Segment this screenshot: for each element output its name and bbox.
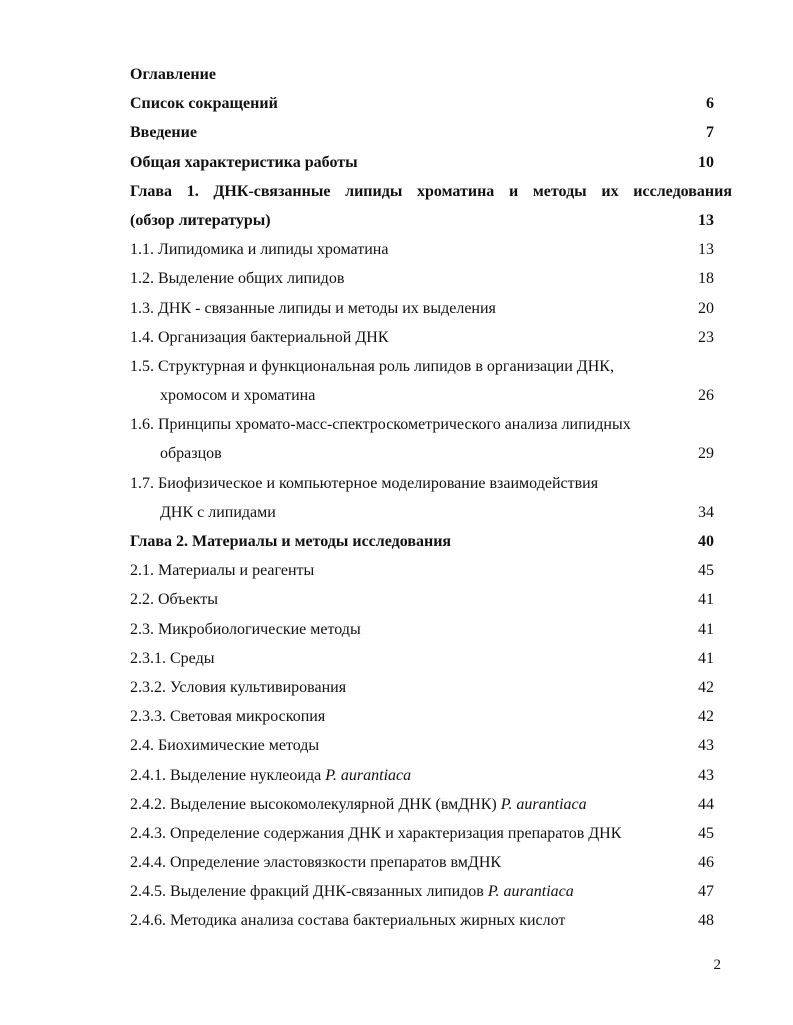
toc-entry-page: 10 (698, 153, 714, 171)
toc-entry (130, 585, 730, 614)
toc-entry-page: 7 (706, 124, 714, 142)
toc-entry-page: 20 (698, 299, 714, 317)
toc-entry-page: 23 (698, 328, 714, 346)
toc-entry (130, 761, 730, 790)
toc-entry-title: 1.3. ДНК - связанные липиды и методы их выделения (130, 299, 496, 317)
toc-entry-page: 43 (698, 766, 714, 784)
toc-entry-page: 42 (698, 708, 714, 726)
toc-entry (130, 323, 730, 352)
toc-entry-title: 2.4.1. Выделение нуклеоида P. aurantiaca (130, 766, 412, 784)
toc-entry-page: 45 (698, 824, 714, 842)
toc-entry (130, 381, 730, 410)
toc-entry-species: P. aurantiaca (325, 766, 412, 784)
toc-entry-title: хромосом и хроматина (160, 387, 316, 405)
toc-entry-page: 13 (698, 211, 714, 229)
toc-entry-title: Глава 2. Материалы и методы исследования (130, 533, 452, 550)
toc-entry (130, 118, 730, 147)
toc-entry-title: Глава 1. ДНК-связанные липиды хроматина и методы их исследования (130, 182, 732, 200)
toc-entry-page: 41 (698, 591, 714, 609)
toc-entry (130, 294, 730, 323)
toc-entry-title: 2.3. Микробиологические методы (130, 620, 361, 638)
toc-entry (130, 235, 730, 264)
toc-entry (130, 673, 730, 702)
toc-entry (130, 439, 730, 468)
toc-entry (130, 498, 730, 527)
toc-entry-title: 1.5. Структурная и функциональная роль липидов в организации ДНК, (130, 357, 614, 375)
toc-entry-page: 48 (698, 912, 714, 930)
toc-entry-page: 29 (698, 445, 714, 463)
toc-entry (130, 206, 730, 235)
toc-heading: Оглавление (130, 66, 216, 83)
toc-entry (130, 644, 730, 673)
toc-entries (130, 89, 730, 935)
table-of-contents (130, 60, 730, 936)
toc-entry (130, 906, 730, 935)
toc-entry-page: 34 (698, 503, 714, 521)
toc-entry-title: 2.3.2. Условия культивирования (130, 678, 347, 696)
toc-entry (130, 410, 730, 439)
toc-entry-title: 2.4.5. Выделение фракций ДНК-связанных липидов P. aurantiaca (130, 883, 574, 901)
toc-entry-title: Введение (130, 124, 197, 142)
toc-entry-title: Общая характеристика работы (130, 153, 358, 171)
toc-entry-title: Список сокращений (130, 95, 278, 113)
toc-entry (130, 790, 730, 819)
page-number: 2 (713, 957, 721, 973)
toc-entry (130, 148, 730, 177)
toc-entry-title: 2.2. Объекты (130, 591, 218, 609)
toc-entry-species: P. aurantiaca (500, 795, 587, 813)
toc-entry (130, 264, 730, 293)
toc-entry-title: 1.1. Липидомика и липиды хроматина (130, 241, 389, 259)
toc-entry-title: 2.4.4. Определение эластовязкости препаратов вмДНК (130, 854, 502, 872)
toc-entry-page: 42 (698, 678, 714, 696)
toc-entry-page: 44 (698, 795, 714, 813)
toc-entry (130, 89, 730, 118)
toc-entry-page: 13 (698, 241, 714, 259)
toc-entry-title: 2.4.3. Определение содержания ДНК и характеризация препаратов ДНК (130, 824, 622, 842)
toc-entry-title: 2.1. Материалы и реагенты (130, 562, 315, 580)
toc-entry-page: 6 (706, 95, 714, 113)
toc-entry-species: P. aurantiaca (487, 883, 574, 901)
toc-entry-title: 2.4.2. Выделение высокомолекулярной ДНК (вмДНК) P. aurantiaca (130, 795, 587, 813)
toc-entry-page: 41 (698, 649, 714, 667)
toc-entry (130, 527, 730, 556)
toc-entry-page: 45 (698, 562, 714, 580)
toc-entry-page: 26 (698, 387, 714, 405)
toc-entry-page: 40 (698, 533, 714, 550)
toc-entry-title: (обзор литературы) (130, 211, 271, 229)
toc-entry-title: 1.2. Выделение общих липидов (130, 270, 345, 288)
toc-entry-title: 1.6. Принципы хромато-масс-спектроскометрического анализа липидных (130, 416, 631, 434)
toc-entry-page: 47 (698, 883, 714, 901)
toc-entry (130, 731, 730, 760)
toc-entry-page: 43 (698, 737, 714, 755)
toc-entry-title: 1.4. Организация бактериальной ДНК (130, 328, 389, 346)
toc-entry-title: ДНК с липидами (160, 503, 276, 521)
toc-entry-title: 2.4.6. Методика анализа состава бактериальных жирных кислот (130, 912, 566, 930)
toc-entry-title: 2.3.3. Световая микроскопия (130, 708, 326, 726)
toc-entry (130, 702, 730, 731)
toc-entry-page: 18 (698, 270, 714, 288)
toc-entry (130, 352, 730, 381)
toc-entry-page: 41 (698, 620, 714, 638)
toc-entry (130, 848, 730, 877)
toc-entry (130, 556, 730, 585)
toc-entry-page: 46 (698, 854, 714, 872)
toc-entry (130, 469, 730, 498)
toc-entry-title: образцов (160, 445, 222, 463)
toc-entry-title: 2.4. Биохимические методы (130, 737, 320, 755)
toc-entry-title: 2.3.1. Среды (130, 649, 215, 667)
toc-entry (130, 177, 730, 206)
toc-entry (130, 819, 730, 848)
toc-entry (130, 615, 730, 644)
toc-entry (130, 877, 730, 906)
toc-entry-title: 1.7. Биофизическое и компьютерное моделирование взаимодействия (130, 474, 599, 492)
